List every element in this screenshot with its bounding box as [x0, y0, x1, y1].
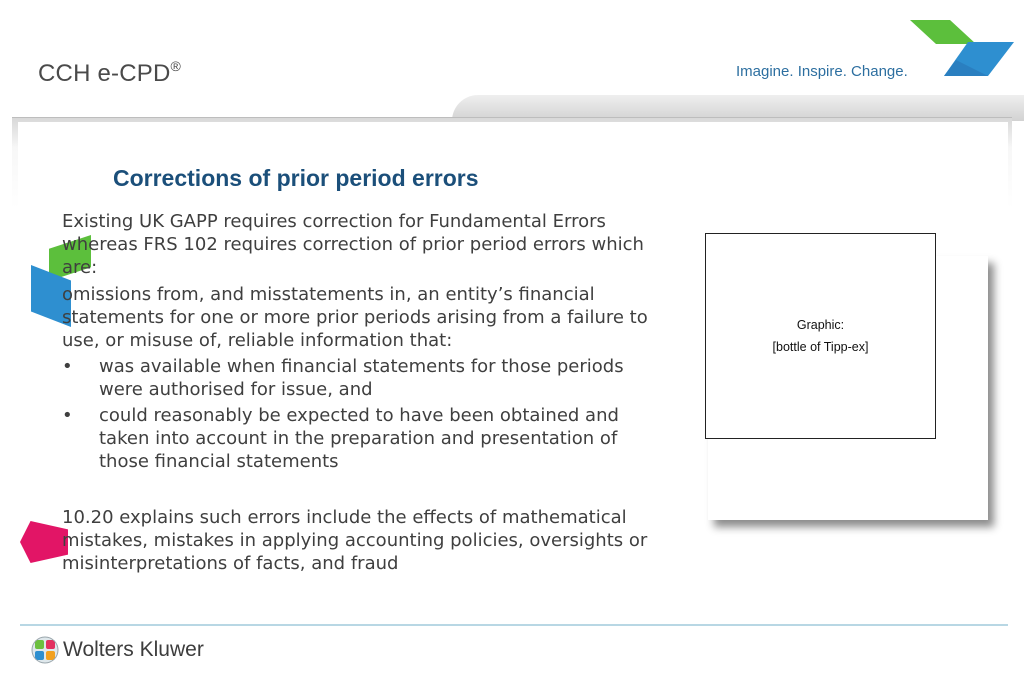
graphic-label: Graphic: [796, 318, 845, 332]
graphic-placeholder [705, 233, 936, 439]
wolters-kluwer-logo [30, 635, 204, 665]
paragraph-errors-include: 10.20 explains such errors include the effects of mathematical mistakes, mistakes in applying accounting policies, oversights or misinterpretations of facts, and fraud [62, 507, 648, 574]
bullet-icon: • [62, 356, 73, 377]
wolters-kluwer-globe-icon [30, 635, 60, 665]
graphic-description: [bottle of Tipp-ex] [772, 340, 869, 354]
registered-mark: ® [170, 58, 181, 74]
footer-divider [20, 624, 1008, 626]
paragraph-fundamental-errors: Existing UK GAPP requires correction for Fundamental Errors whereas FRS 102 requires correction of prior period errors which are: [62, 211, 644, 278]
brand-name: CCH e-CPD [38, 60, 171, 87]
paragraph-definition: omissions from, and misstatements in, an entity’s financial statements for one or more prior periods arising from a failure to use, or misuse of, reliable information that: [62, 284, 648, 351]
cch-e-cpd-logo [38, 58, 181, 88]
tagline: Imagine. Inspire. Change. [736, 63, 908, 80]
list-item [62, 404, 672, 473]
bullet-list [62, 355, 672, 473]
list-item-text: was available when financial statements for those periods were authorised for issue, and [99, 356, 624, 400]
slide-body [62, 210, 672, 575]
imagine-logo-icon [910, 20, 1016, 80]
list-item [62, 355, 672, 401]
footer-brand-name: Wolters Kluwer [63, 638, 204, 661]
bullet-icon: • [62, 405, 73, 426]
list-item-text: could reasonably be expected to have been obtained and taken into account in the preparation and presentation of those financial statements [99, 405, 619, 472]
slide-title: Corrections of prior period errors [113, 165, 479, 191]
